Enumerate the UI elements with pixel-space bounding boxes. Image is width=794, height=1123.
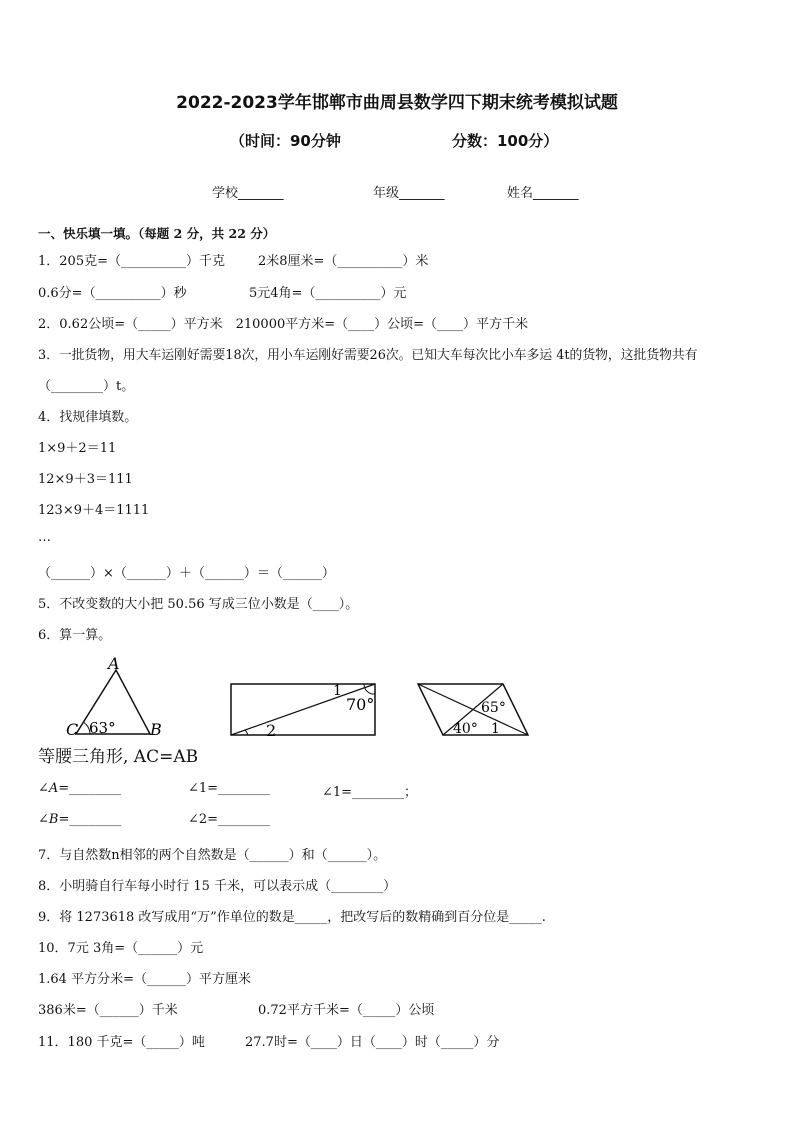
q5: 5．不改变数的大小把 50.56 写成三位小数是（____）。 [38,597,359,612]
q4-row2: 12×9＋3＝111 [38,472,133,487]
isosceles-triangle-figure [60,654,180,738]
answer-angle-1-rect[interactable]: ∠1=________ [188,781,271,796]
section-heading: 一、快乐填一填。（每题 2 分，共 22 分） [38,226,276,241]
grade-field[interactable]: 年级_______ [373,186,445,201]
q8: 8．小明骑自行车每小时行 15 千米，可以表示成（________） [38,879,397,894]
angle-2: 2 [266,721,277,740]
q4-row3: 123×9＋4＝1111 [38,503,150,518]
name-field[interactable]: 姓名_______ [507,186,579,201]
q10-d: 0.72平方千米=（_____）公顷 [258,1003,435,1018]
answer-angle-2[interactable]: ∠2=________ [188,812,271,827]
angle-65: 65° [481,700,506,716]
page-title: 2022-2023学年邯郸市曲周县数学四下期末统考模拟试题 [176,93,618,113]
q4-row4: … [38,530,51,545]
answer-angle-1-para[interactable]: ∠1=________； [322,785,418,800]
angle-1-para: 1 [491,721,500,737]
rectangle-figure [228,680,380,740]
school-field[interactable]: 学校_______ [212,186,284,201]
triangle-caption: 等腰三角形, AC=AB [38,747,199,767]
q9: 9．将 1273618 改写成用“万”作单位的数是_____，把改写后的数精确到百分位是_____. [38,910,546,925]
exam-time: （时间：90分钟 [230,132,341,150]
answer-angle-b[interactable]: ∠B=________ [38,812,122,827]
q4-row5: （______）×（______）＋（______）＝（______） [38,566,335,581]
answer-angle-a[interactable]: ∠A=________ [38,781,122,796]
q10-b: 1.64 平方分米=（______）平方厘米 [38,972,251,987]
label-a: A [108,654,120,673]
label-b: B [150,720,162,738]
angle-1: 1 [333,683,342,699]
q11-a: 11．180 千克=（_____）吨 [38,1035,205,1050]
exam-score: 分数：100分） [452,132,559,150]
q4-row1: 1×9＋2＝11 [38,441,117,456]
q10-a: 10．7元 3角=（______）元 [38,941,204,956]
q1-a: 1．205克=（__________）千克 [38,254,225,269]
q1-c: 0.6分=（__________）秒 [38,286,187,301]
q1-d: 5元4角=（__________）元 [249,286,407,301]
q3-line1: 3．一批货物，用大车运刚好需要18次，用小车运刚好需要26次。已知大车每次比小车多运 4t的货物，这批货物共有 [38,348,698,363]
q1-b: 2米8厘米=（__________）米 [258,254,429,269]
parallelogram-figure [415,680,533,740]
q10-c: 386米=（______）千米 [38,1003,178,1018]
label-c: C [66,720,79,738]
angle-70: 70° [346,695,375,714]
q3-line2: （________）t。 [38,379,135,394]
angle-63: 63° [89,719,116,737]
q2: 2．0.62公顷=（_____）平方米 210000平方米=（____）公顷=（____）平方千米 [38,317,529,332]
angle-40: 40° [453,721,478,737]
q7: 7．与自然数n相邻的两个自然数是（______）和（______）。 [38,848,387,863]
q6-title: 6．算一算。 [38,628,112,643]
q4-title: 4．找规律填数。 [38,410,138,425]
q11-b: 27.7时=（____）日（____）时（_____）分 [245,1035,500,1050]
